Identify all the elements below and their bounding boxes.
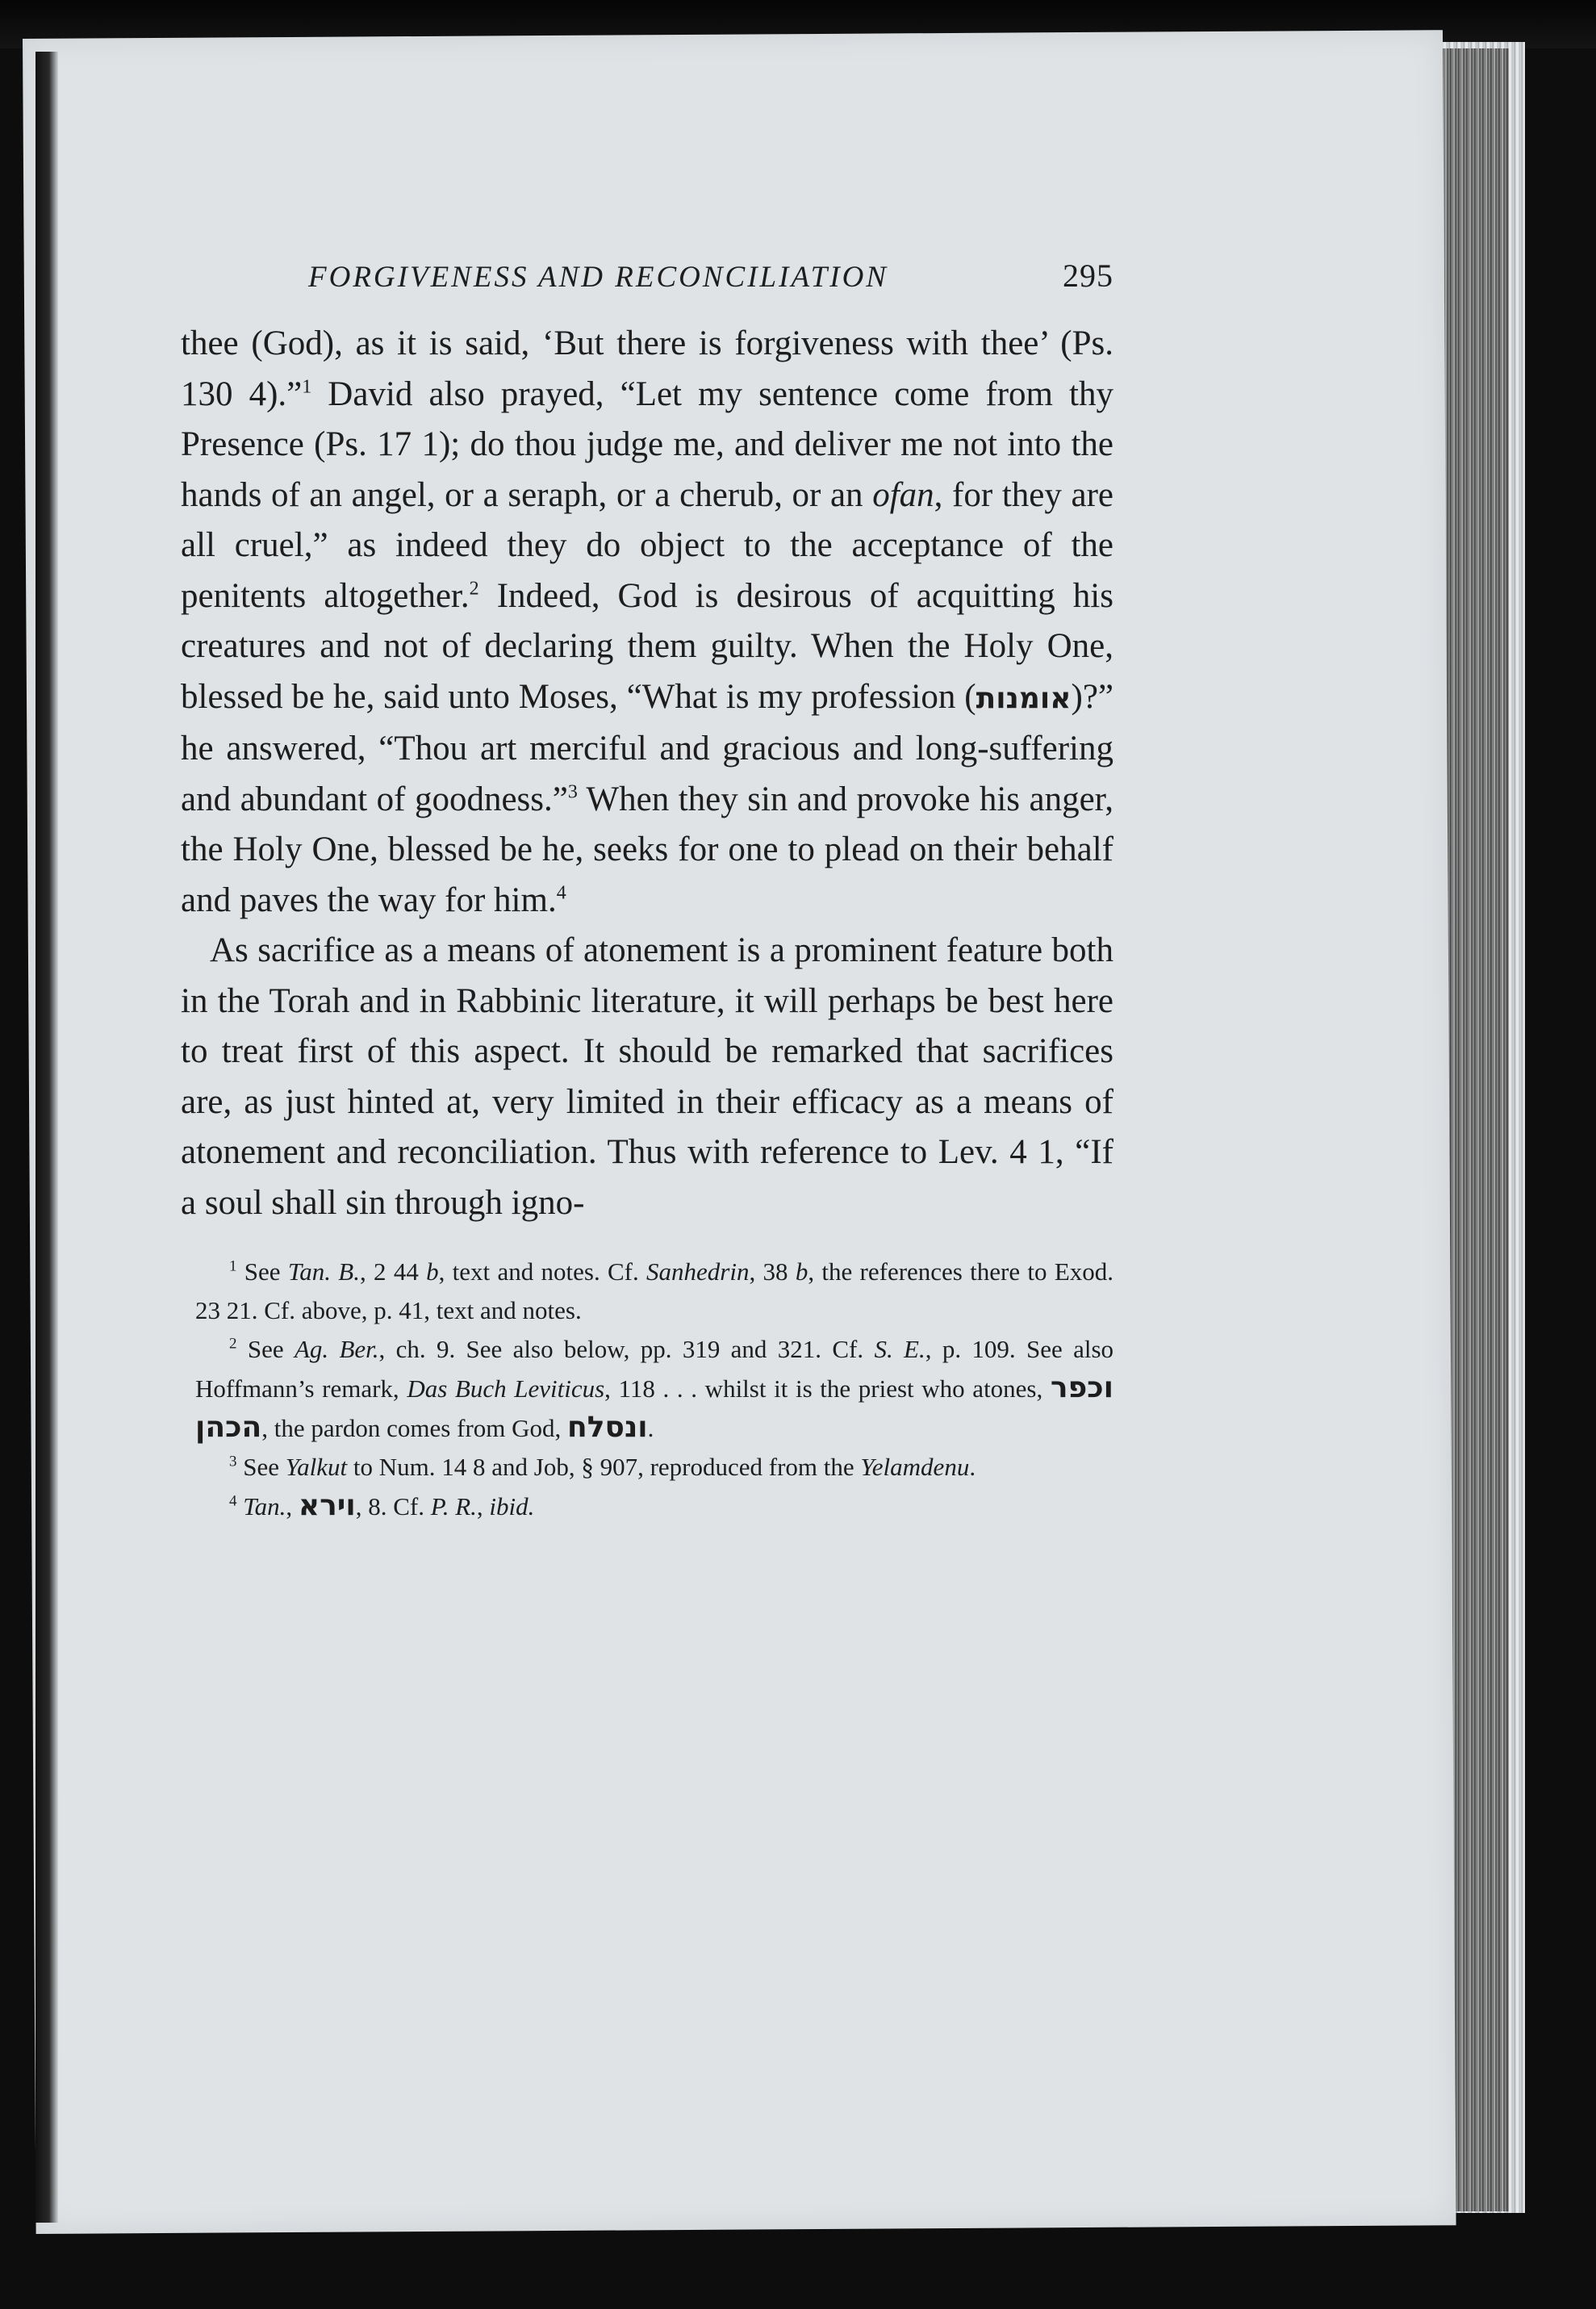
footnote-2: $^2$ See Ag. Ber., ch. 9. See also below, pp. 319 and 321. Cf. S. E., p. 109. See also Hoffmann’s remark, Das Buch Leviticus, 118 . . . whilst it is the priest who atones, וכפר הכהן, the pardon comes from God, ונסלח.	[195, 1335, 1114, 1444]
body-text	[181, 319, 1113, 1228]
footnote-4: $^4$ Tan., וירא, 8. Cf. P. R., ibid.	[229, 1489, 535, 1522]
page-text-block	[181, 257, 1114, 1526]
page-number: 295	[1063, 257, 1113, 294]
paragraph-2: As sacrifice as a means of atonement is a prominent feature both in the Torah and in Rabbinic literature, it will perhaps be best here to treat first of this aspect. It should be remarked that sacrifices are, as just hinted at, very limited in their efficacy as a means of atonement and reconciliation. Thus with reference to Lev. 4 1, “If a soul shall sin through igno-	[181, 931, 1113, 1222]
running-head	[308, 257, 1113, 295]
footnote-ref-3: 3	[567, 781, 578, 803]
footnote-ref-1: 1	[302, 376, 312, 398]
footnote-ref-4: 4	[556, 882, 566, 904]
footnote-ref-2: 2	[469, 578, 479, 600]
paragraph-1: thee (God), as it is said, ‘But there is forgiveness with thee’ (Ps. 130 4).”$^1$ David also prayed, “Let my sentence come from thy Presence (Ps. 17 1); do thou judge me, and deliver me not into the hands of an angel, or a seraph, or a cherub, or an ofan, for they are all cruel,” as indeed they do object to the acceptance of the penitents altogether.$^2$ Indeed, God is desirous of acquitting his creatures and not of declaring them guilty. When the Holy One, blessed be he, said unto Moses, “What is my profession (אומנות)?” he answered, “Thou art merciful and gracious and long-suffering and abundant of goodness.”$^3$ When they sin and provoke his anger, the Holy One, blessed be he, seeks for one to plead on their behalf and paves the way for him.$^4$	[181, 324, 1114, 919]
hebrew-vayera: וירא	[298, 1489, 356, 1522]
hebrew-profession: אומנות	[976, 681, 1072, 715]
footnote-1: $^1$ See Tan. B., 2 44 b, text and notes. Cf. Sanhedrin, 38 b, the references there to Exod. 23 21. Cf. above, p. 41, text and notes.	[195, 1257, 1114, 1324]
hebrew-atones: וכפר הכהן	[195, 1371, 1113, 1444]
footnotes	[195, 1253, 1113, 1526]
term-ofan: ofan	[872, 475, 934, 514]
book-gutter-shadow	[36, 52, 58, 2223]
hebrew-pardon: ונסלח	[567, 1411, 648, 1444]
running-title: FORGIVENESS AND RECONCILIATION	[308, 261, 888, 294]
footnote-3: $^3$ See Yalkut to Num. 14 8 and Job, § 907, reproduced from the Yelamdenu.	[229, 1453, 976, 1481]
